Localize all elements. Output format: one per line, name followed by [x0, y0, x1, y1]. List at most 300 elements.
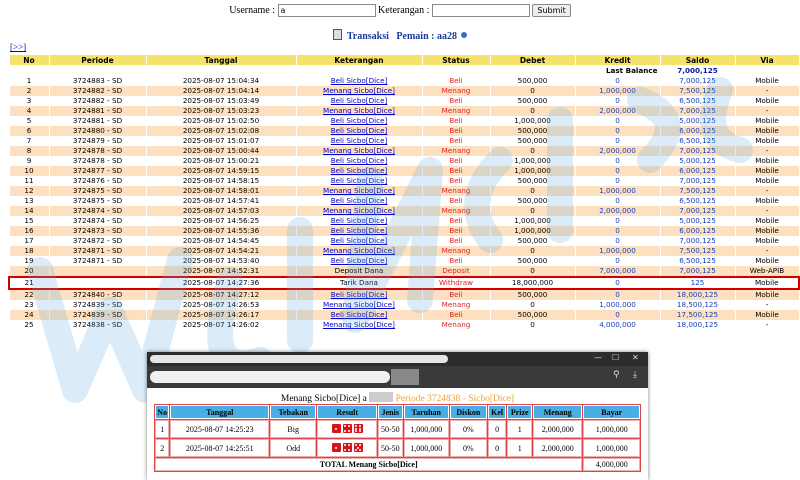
keterangan-link[interactable]: Beli Sicbo[Dice] [296, 289, 422, 300]
cell-saldo: 7,000,125 [660, 176, 735, 186]
table-row [9, 310, 799, 320]
cell-debet: 500,000 [490, 256, 575, 266]
dice-icon [343, 424, 352, 433]
cell-periode: 3724881 - SD [49, 106, 146, 116]
detail-cell-no: 2 [155, 439, 169, 457]
cell-tanggal: 2025-08-07 14:58:01 [146, 186, 296, 196]
detail-total-row [155, 458, 640, 471]
cell-kredit: 4,000,000 [575, 320, 660, 330]
cell-via: - [735, 320, 799, 330]
cell-status: Beli [422, 236, 490, 246]
cell-periode: 3724872 - SD [49, 236, 146, 246]
cell-via: Mobile [735, 166, 799, 176]
cell-saldo: 6,500,125 [660, 136, 735, 146]
dice-icon [332, 424, 341, 433]
table-row [9, 236, 799, 246]
keterangan-link[interactable]: Menang Sicbo[Dice] [296, 206, 422, 216]
title-prefix: Transaksi [346, 31, 389, 42]
cell-tanggal: 2025-08-07 15:03:23 [146, 106, 296, 116]
cell-via: - [735, 146, 799, 156]
cell-saldo: 18,000,125 [660, 289, 735, 300]
detail-cell-jenis: 50-50 [378, 439, 403, 457]
cell-tanggal: 2025-08-07 14:52:31 [146, 266, 296, 277]
keterangan-link[interactable]: Beli Sicbo[Dice] [296, 216, 422, 226]
col-header-keterangan: Keterangan [296, 55, 422, 66]
last-balance-label: Last Balance [9, 66, 660, 77]
cell-debet: 0 [490, 206, 575, 216]
result-dice [317, 439, 377, 457]
keterangan-link: Deposit Dana [296, 266, 422, 277]
cell-tanggal: 2025-08-07 14:57:41 [146, 196, 296, 206]
cell-periode: 3724879 - SD [49, 136, 146, 146]
search-bar [0, 4, 800, 20]
cell-kredit: 2,000,000 [575, 146, 660, 156]
cell-tanggal: 2025-08-07 15:03:49 [146, 96, 296, 106]
cell-saldo: 7,500,125 [660, 246, 735, 256]
cell-saldo: 6,500,125 [660, 196, 735, 206]
cell-status: Beli [422, 166, 490, 176]
dice-icon [354, 443, 363, 452]
cell-status: Beli [422, 136, 490, 146]
bet-detail-table [154, 404, 641, 472]
cell-via: Mobile [735, 216, 799, 226]
keterangan-link[interactable]: Menang Sicbo[Dice] [296, 106, 422, 116]
keterangan-link[interactable]: Menang Sicbo[Dice] [296, 186, 422, 196]
result-dice [317, 420, 377, 438]
detail-cell-kel: 0 [488, 420, 507, 438]
keterangan-label: Keterangan : [378, 5, 430, 16]
cell-via: - [735, 186, 799, 196]
cell-saldo: 7,000,125 [660, 206, 735, 216]
cell-tanggal: 2025-08-07 15:02:50 [146, 116, 296, 126]
cell-tanggal: 2025-08-07 14:56:25 [146, 216, 296, 226]
cell-no: 7 [9, 136, 49, 146]
download-icon[interactable]: ⤓ [633, 370, 637, 380]
detail-cell-bayar: 1,000,000 [583, 439, 640, 457]
close-icon[interactable]: ✕ [632, 353, 639, 362]
detail-col-prize: Prize [507, 405, 532, 419]
cell-saldo: 18,000,125 [660, 320, 735, 330]
keterangan-link[interactable]: Menang Sicbo[Dice] [296, 86, 422, 96]
cell-kredit: 0 [575, 256, 660, 266]
cell-no: 21 [9, 277, 49, 289]
cell-status: Beli [422, 76, 490, 86]
cell-kredit: 1,000,000 [575, 300, 660, 310]
cell-debet: 0 [490, 106, 575, 116]
cell-periode: 3724880 - SD [49, 126, 146, 136]
cell-periode: 3724875 - SD [49, 186, 146, 196]
cell-tanggal: 2025-08-07 14:27:36 [146, 277, 296, 289]
keterangan-link[interactable]: Beli Sicbo[Dice] [296, 176, 422, 186]
col-header-no: No [9, 55, 49, 66]
cell-saldo: 7,500,125 [660, 86, 735, 96]
username-input[interactable] [278, 4, 376, 17]
cell-via: Mobile [735, 289, 799, 300]
cell-via: Web-APIB [735, 266, 799, 277]
cell-debet: 0 [490, 300, 575, 310]
detail-cell-prize: 1 [507, 439, 532, 457]
popup-title-main: Menang Sicbo[Dice] a [280, 394, 367, 404]
cell-saldo: 7,000,125 [660, 106, 735, 116]
cell-kredit: 1,000,000 [575, 246, 660, 256]
cell-periode: 3724839 - SD [49, 310, 146, 320]
cell-no: 11 [9, 176, 49, 186]
cell-via: Mobile [735, 277, 799, 289]
col-header-saldo: Saldo [660, 55, 735, 66]
detail-cell-taruhan: 1,000,000 [404, 439, 449, 457]
dice-icon [354, 424, 363, 433]
detail-cell-menang: 2,000,000 [533, 439, 582, 457]
cell-debet: 0 [490, 146, 575, 156]
total-label: TOTAL Menang Sicbo[Dice] [155, 458, 582, 471]
next-page-link[interactable]: [>>] [10, 42, 27, 52]
cell-kredit: 0 [575, 96, 660, 106]
keterangan-link[interactable]: Menang Sicbo[Dice] [296, 246, 422, 256]
col-header-tanggal: Tanggal [146, 55, 296, 66]
cell-periode: 3724875 - SD [49, 196, 146, 206]
table-row [9, 146, 799, 156]
cell-no: 4 [9, 106, 49, 116]
cell-no: 23 [9, 300, 49, 310]
cell-kredit: 0 [575, 76, 660, 86]
submit-button[interactable]: Submit [532, 4, 570, 17]
cell-tanggal: 2025-08-07 14:53:40 [146, 256, 296, 266]
cell-debet: 0 [490, 86, 575, 96]
dice-icon [332, 443, 341, 452]
cell-via: - [735, 300, 799, 310]
cell-saldo: 7,000,125 [660, 76, 735, 86]
popup-title-sub: Periode 3724838 - Sicbo[Dice] [395, 394, 515, 404]
cell-status: Beli [422, 289, 490, 300]
transaction-table [8, 54, 800, 330]
cell-saldo: 125 [660, 277, 735, 289]
cell-status: Beli [422, 310, 490, 320]
cell-via: - [735, 246, 799, 256]
detail-col-taruhan: Taruhan [404, 405, 449, 419]
cell-saldo: 5,000,125 [660, 216, 735, 226]
table-row [9, 216, 799, 226]
cell-kredit: 2,000,000 [575, 206, 660, 216]
cell-no: 13 [9, 196, 49, 206]
last-balance-row [9, 66, 799, 77]
keterangan-link[interactable]: Menang Sicbo[Dice] [296, 300, 422, 310]
cell-tanggal: 2025-08-07 14:54:21 [146, 246, 296, 256]
cell-kredit: 0 [575, 196, 660, 206]
cell-periode: 3724874 - SD [49, 216, 146, 226]
keterangan-link[interactable]: Beli Sicbo[Dice] [296, 156, 422, 166]
cell-debet: 500,000 [490, 126, 575, 136]
col-header-debet: Debet [490, 55, 575, 66]
keterangan-link[interactable]: Beli Sicbo[Dice] [296, 76, 422, 86]
cell-no: 25 [9, 320, 49, 330]
cell-status: Beli [422, 116, 490, 126]
cell-kredit: 0 [575, 289, 660, 300]
table-row [9, 289, 799, 300]
detail-col-tanggal: Tanggal [170, 405, 269, 419]
cell-debet: 500,000 [490, 176, 575, 186]
cell-no: 1 [9, 76, 49, 86]
cell-tanggal: 2025-08-07 15:00:44 [146, 146, 296, 156]
table-row [9, 206, 799, 216]
detail-cell-no: 1 [155, 420, 169, 438]
table-row [9, 156, 799, 166]
cell-status: Menang [422, 106, 490, 116]
table-row [9, 277, 799, 289]
table-header-row [9, 55, 799, 66]
detail-cell-tebakan: Big [270, 420, 316, 438]
col-header-periode: Periode [49, 55, 146, 66]
cell-tanggal: 2025-08-07 14:26:02 [146, 320, 296, 330]
cell-status: Beli [422, 96, 490, 106]
cell-no: 5 [9, 116, 49, 126]
cell-kredit: 0 [575, 226, 660, 236]
cell-saldo: 18,500,125 [660, 300, 735, 310]
cell-status: Beli [422, 216, 490, 226]
redacted-block [391, 369, 419, 385]
cell-kredit: 2,000,000 [575, 106, 660, 116]
detail-col-diskon: Diskon [450, 405, 487, 419]
table-row [9, 116, 799, 126]
cell-periode: 3724873 - SD [49, 226, 146, 236]
cell-periode: 3724877 - SD [49, 166, 146, 176]
cell-status: Menang [422, 206, 490, 216]
detail-cell-diskon: 0% [450, 439, 487, 457]
col-header-status: Status [422, 55, 490, 66]
detail-cell-kel: 0 [488, 439, 507, 457]
cell-via: Mobile [735, 196, 799, 206]
cell-saldo: 7,500,125 [660, 186, 735, 196]
table-row [9, 126, 799, 136]
detail-col-no: No [155, 405, 169, 419]
table-row [9, 136, 799, 146]
keterangan-link[interactable]: Beli Sicbo[Dice] [296, 96, 422, 106]
cell-tanggal: 2025-08-07 14:54:45 [146, 236, 296, 246]
detail-popup-window [147, 352, 648, 480]
cell-no: 17 [9, 236, 49, 246]
redacted-name [369, 392, 393, 402]
cell-status: Menang [422, 146, 490, 156]
cell-kredit: 1,000,000 [575, 86, 660, 96]
cell-periode: 3724871 - SD [49, 246, 146, 256]
cell-tanggal: 2025-08-07 14:55:36 [146, 226, 296, 236]
cell-kredit: 0 [575, 156, 660, 166]
cell-status: Menang [422, 86, 490, 96]
table-row [9, 320, 799, 330]
cell-debet: 500,000 [490, 136, 575, 146]
cell-no: 14 [9, 206, 49, 216]
table-row [9, 300, 799, 310]
table-row [9, 266, 799, 277]
cell-periode [49, 266, 146, 277]
detail-cell-jenis: 50-50 [378, 420, 403, 438]
popup-addressbar [147, 366, 648, 388]
cell-tanggal: 2025-08-07 14:27:12 [146, 289, 296, 300]
table-row [9, 106, 799, 116]
cell-via: Mobile [735, 96, 799, 106]
cell-kredit: 7,000,000 [575, 266, 660, 277]
table-row [9, 226, 799, 236]
cell-saldo: 6,000,125 [660, 226, 735, 236]
redacted-title [150, 355, 448, 363]
cell-tanggal: 2025-08-07 14:26:53 [146, 300, 296, 310]
detail-cell-tanggal: 2025-08-07 14:25:51 [170, 439, 269, 457]
cell-saldo: 5,000,125 [660, 116, 735, 126]
detail-cell-diskon: 0% [450, 420, 487, 438]
empty-cell [735, 66, 799, 77]
cell-status: Menang [422, 186, 490, 196]
cell-kredit: 0 [575, 236, 660, 246]
table-row [9, 96, 799, 106]
keterangan-link[interactable]: Menang Sicbo[Dice] [296, 146, 422, 156]
detail-col-tebakan: Tebakan [270, 405, 316, 419]
cell-debet: 500,000 [490, 236, 575, 246]
keterangan-link[interactable]: Beli Sicbo[Dice] [296, 226, 422, 236]
keterangan-link[interactable]: Beli Sicbo[Dice] [296, 126, 422, 136]
cell-no: 8 [9, 146, 49, 156]
minimize-icon[interactable]: — [594, 353, 602, 362]
cell-status: Beli [422, 196, 490, 206]
cell-periode: 3724878 - SD [49, 156, 146, 166]
cell-saldo: 6,000,125 [660, 166, 735, 176]
cell-via: Mobile [735, 126, 799, 136]
table-row [9, 166, 799, 176]
popup-title [147, 392, 648, 404]
table-row [9, 246, 799, 256]
cell-status: Withdraw [422, 277, 490, 289]
cell-debet: 1,000,000 [490, 216, 575, 226]
cell-status: Beli [422, 226, 490, 236]
detail-row [155, 420, 640, 438]
keterangan-link[interactable]: Beli Sicbo[Dice] [296, 116, 422, 126]
maximize-icon[interactable]: ☐ [612, 353, 620, 362]
cell-tanggal: 2025-08-07 14:59:15 [146, 166, 296, 176]
cell-debet: 500,000 [490, 76, 575, 86]
table-row [9, 256, 799, 266]
cell-tanggal: 2025-08-07 15:00:21 [146, 156, 296, 166]
cell-via: Mobile [735, 76, 799, 86]
detail-cell-prize: 1 [507, 420, 532, 438]
keterangan-link[interactable]: Beli Sicbo[Dice] [296, 236, 422, 246]
cell-debet: 0 [490, 320, 575, 330]
keterangan-input[interactable] [432, 4, 530, 17]
cell-debet: 500,000 [490, 196, 575, 206]
keterangan-link[interactable]: Menang Sicbo[Dice] [296, 320, 422, 330]
cell-status: Deposit [422, 266, 490, 277]
cell-no: 15 [9, 216, 49, 226]
cell-status: Menang [422, 246, 490, 256]
detail-cell-taruhan: 1,000,000 [404, 420, 449, 438]
cell-via: Mobile [735, 116, 799, 126]
cell-no: 22 [9, 289, 49, 300]
cell-no: 16 [9, 226, 49, 236]
cell-status: Beli [422, 176, 490, 186]
keterangan-link[interactable]: Beli Sicbo[Dice] [296, 310, 422, 320]
cell-periode: 3724881 - SD [49, 116, 146, 126]
cell-debet: 500,000 [490, 96, 575, 106]
cell-saldo: 17,500,125 [660, 310, 735, 320]
cell-saldo: 6,000,125 [660, 126, 735, 136]
cell-saldo: 7,000,125 [660, 236, 735, 246]
cell-tanggal: 2025-08-07 14:58:15 [146, 176, 296, 186]
cell-periode: 3724838 - SD [49, 320, 146, 330]
keterangan-link[interactable]: Beli Sicbo[Dice] [296, 166, 422, 176]
cell-kredit: 0 [575, 216, 660, 226]
detail-cell-tanggal: 2025-08-07 14:25:23 [170, 420, 269, 438]
cell-kredit: 0 [575, 176, 660, 186]
detail-col-jenis: Jenis [378, 405, 403, 419]
table-row [9, 196, 799, 206]
zoom-icon[interactable]: ⚲ [613, 370, 620, 380]
cell-no: 10 [9, 166, 49, 176]
cell-kredit: 0 [575, 166, 660, 176]
cell-saldo: 6,500,125 [660, 256, 735, 266]
cell-kredit: 0 [575, 277, 660, 289]
cell-periode: 3724874 - SD [49, 206, 146, 216]
cell-kredit: 0 [575, 116, 660, 126]
cell-via: Mobile [735, 156, 799, 166]
cell-tanggal: 2025-08-07 15:04:14 [146, 86, 296, 96]
cell-no: 12 [9, 186, 49, 196]
redacted-url[interactable] [150, 371, 390, 383]
table-row [9, 76, 799, 86]
cell-debet: 500,000 [490, 310, 575, 320]
cell-periode: 3724839 - SD [49, 300, 146, 310]
detail-row [155, 439, 640, 457]
cell-via: Mobile [735, 236, 799, 246]
cell-via: Mobile [735, 310, 799, 320]
cell-debet: 1,000,000 [490, 166, 575, 176]
cell-status: Beli [422, 256, 490, 266]
detail-col-menang: Menang [533, 405, 582, 419]
cell-periode: 3724840 - SD [49, 289, 146, 300]
cell-no: 24 [9, 310, 49, 320]
keterangan-link[interactable]: Beli Sicbo[Dice] [296, 256, 422, 266]
cell-debet: 0 [490, 186, 575, 196]
cell-tanggal: 2025-08-07 14:57:03 [146, 206, 296, 216]
cell-status: Beli [422, 156, 490, 166]
cell-status: Beli [422, 126, 490, 136]
dice-icon [343, 443, 352, 452]
title-player: Pemain : aa28 [396, 31, 457, 42]
cell-kredit: 0 [575, 136, 660, 146]
keterangan-link[interactable]: Beli Sicbo[Dice] [296, 196, 422, 206]
info-icon [461, 32, 467, 38]
cell-no: 19 [9, 256, 49, 266]
cell-saldo: 7,000,125 [660, 266, 735, 277]
cell-periode: 3724878 - SD [49, 146, 146, 156]
cell-debet: 1,000,000 [490, 226, 575, 236]
keterangan-link[interactable]: Beli Sicbo[Dice] [296, 136, 422, 146]
cell-periode: 3724871 - SD [49, 256, 146, 266]
table-row [9, 176, 799, 186]
last-balance-value: 7,000,125 [660, 66, 735, 77]
cell-via: - [735, 86, 799, 96]
popup-titlebar [147, 352, 648, 366]
cell-no: 18 [9, 246, 49, 256]
cell-debet: 1,000,000 [490, 156, 575, 166]
cell-debet: 18,000,000 [490, 277, 575, 289]
document-icon [333, 29, 342, 40]
cell-via: Mobile [735, 136, 799, 146]
col-header-via: Via [735, 55, 799, 66]
cell-tanggal: 2025-08-07 14:26:17 [146, 310, 296, 320]
cell-via: Mobile [735, 176, 799, 186]
col-header-kredit: Kredit [575, 55, 660, 66]
cell-tanggal: 2025-08-07 15:04:34 [146, 76, 296, 86]
cell-tanggal: 2025-08-07 15:01:07 [146, 136, 296, 146]
cell-debet: 500,000 [490, 289, 575, 300]
keterangan-link: Tarik Dana [296, 277, 422, 289]
